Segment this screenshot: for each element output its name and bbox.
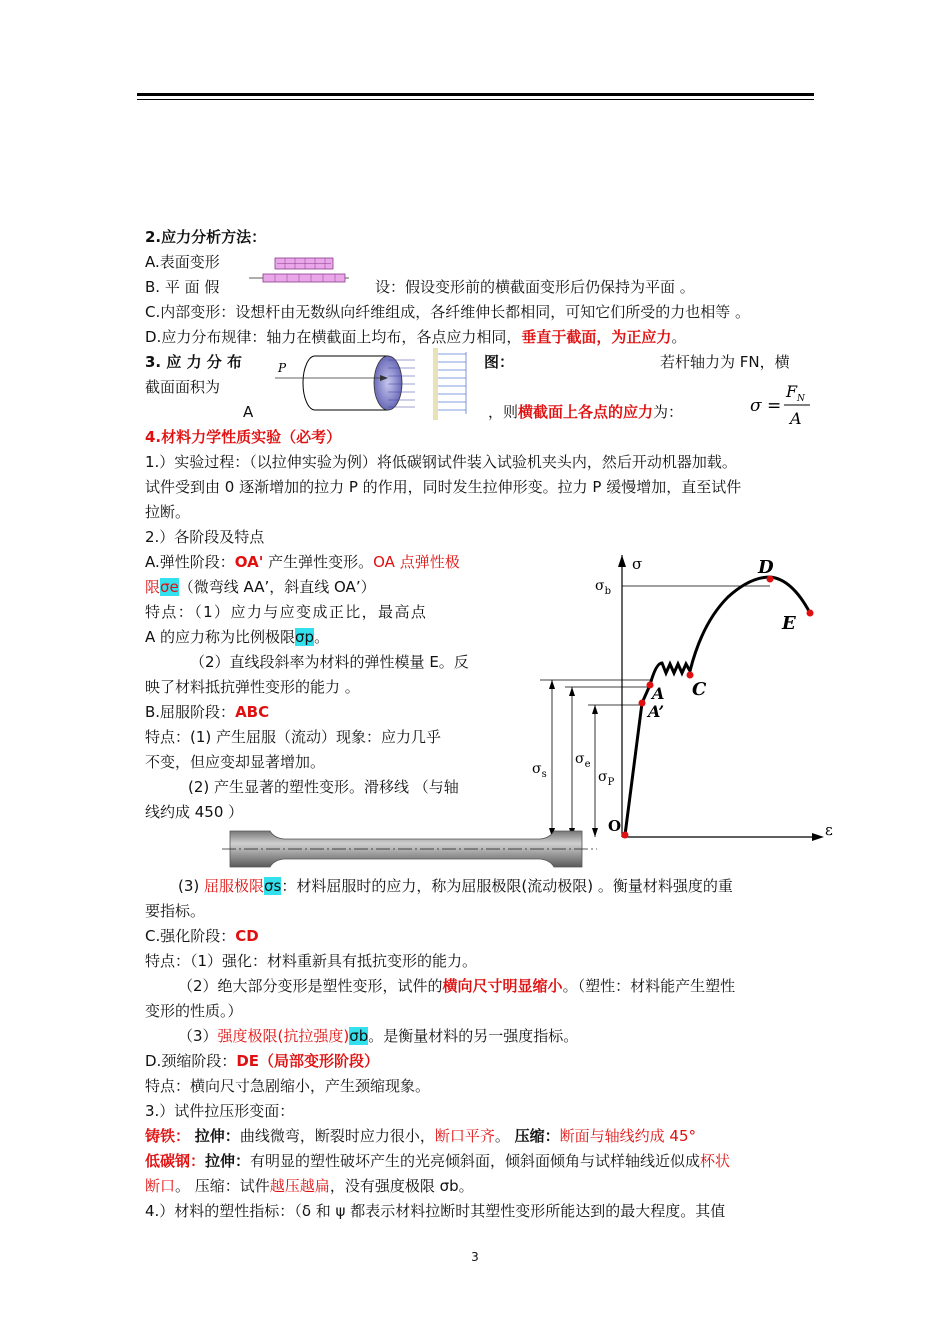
label-o: O	[608, 817, 622, 835]
label-sigma-b: $\sigma_b$	[595, 578, 611, 597]
label-sigma-p: $\sigma_P$	[598, 769, 615, 788]
low-carbon-steel-2: 断口。 压缩：试件越压越扁，没有强度极限 σb。	[145, 1177, 474, 1195]
stress-formula	[748, 378, 818, 430]
label-sigma-e: $\sigma_e$	[575, 751, 591, 770]
necking-feature: 特点：横向尺寸急剧缩小，产生颈缩现象。	[145, 1077, 431, 1095]
yield-feature-1b: 不变，但应变却显著增加。	[145, 753, 326, 771]
axis-sigma: σ	[632, 555, 643, 573]
stages-heading: 2.）各阶段及特点	[145, 528, 265, 546]
section-3-text-right: 若杆轴力为 FN，横	[660, 353, 790, 371]
svg-text:σ =: σ =	[750, 396, 782, 416]
plasticity-index: 4.）材料的塑性指标：（δ 和 ψ 都表示材料拉断时其塑性变形所能达到的最大程度。其值	[145, 1202, 726, 1220]
section-3-title: 3. 应 力 分 布	[145, 353, 243, 371]
elastic-stage: A.弹性阶段：OA' 产生弹性变形。OA 点弹性极	[145, 553, 460, 571]
hardening-feature-2: （2）绝大部分变形是塑性变形，试件的横向尺寸明显缩小。（塑性：材料能产生塑性	[178, 977, 736, 995]
header-rule-thick	[137, 93, 814, 96]
yield-feature-3b: 要指标。	[145, 902, 206, 920]
section-3-text-area: 截面面积为	[145, 378, 221, 396]
elastic-feature-2b: 映了材料抵抗弹性变形的能力 。	[145, 678, 360, 696]
hardening-stage: C.强化阶段：CD	[145, 927, 259, 945]
page-number: 3	[471, 1250, 479, 1264]
tensile-specimen	[222, 826, 600, 874]
force-label-p: P	[278, 361, 287, 375]
label-d: D	[758, 557, 774, 578]
elastic-feature-2: （2）直线段斜率为材料的弹性模量 E。反	[190, 653, 469, 671]
hardening-feature-3: （3）强度极限(抗拉强度)σb。是衡量材料的另一强度指标。	[178, 1027, 579, 1045]
stress-distribution-figure	[270, 348, 475, 420]
item-2a: A.表面变形	[145, 253, 220, 271]
experiment-process-3: 拉断。	[145, 503, 191, 521]
cast-iron: 铸铁： 拉伸：曲线微弯，断裂时应力很小，断口平齐。 压缩：断面与轴线约成 45°	[145, 1127, 697, 1145]
elastic-limit: 限σe（微弯线 AA’，斜直线 OA’）	[145, 578, 376, 596]
svg-text:A: A	[790, 409, 802, 428]
deformation-figure	[245, 255, 350, 287]
section-3-text-stress: ，则横截面上各点的应力为：	[488, 403, 684, 421]
item-2b-left: B. 平 面 假	[145, 278, 220, 296]
yield-feature-2b: 线约成 450 ）	[145, 803, 244, 821]
experiment-process-1: 1.）实验过程：（以拉伸实验为例）将低碳钢试件装入试验机夹头内，然后开动机器加载。	[145, 453, 737, 471]
necking-stage: D.颈缩阶段：DE（局部变形阶段）	[145, 1052, 380, 1070]
item-2c: C.内部变形：设想杆由无数纵向纤维组成，各纤维伸长都相同，可知它们所受的力也相等 。	[145, 303, 751, 321]
label-sigma-s: $\sigma_s$	[532, 761, 547, 780]
yield-feature-2: (2) 产生显著的塑性变形。滑移线 （与轴	[188, 778, 459, 796]
label-a: A	[652, 684, 665, 703]
fracture-heading: 3.）试件拉压形变面：	[145, 1102, 295, 1120]
elastic-feature-1b: A 的应力称为比例极限σp。	[145, 628, 330, 646]
section-2-title: 2.应力分析方法：	[145, 228, 267, 246]
section-4-title: 4.材料力学性质实验（必考）	[145, 428, 342, 446]
section-3-text-a: A	[243, 403, 254, 421]
svg-text:N: N	[797, 394, 805, 404]
hardening-feature-2b: 变形的性质。）	[145, 1002, 243, 1020]
label-e: E	[782, 613, 796, 634]
item-2b-right: 设：假设变形前的横截面变形后仍保持为平面 。	[375, 278, 695, 296]
stress-strain-graph	[520, 545, 840, 845]
hardening-feature-1: 特点：（1）强化：材料重新具有抵抗变形的能力。	[145, 952, 478, 970]
experiment-process-2: 试件受到由 0 逐渐增加的拉力 P 的作用，同时发生拉伸形变。拉力 P 缓慢增加，直至试件	[145, 478, 742, 496]
section-3-title-end: 图：	[484, 353, 515, 371]
header-rule-thin	[137, 99, 814, 100]
label-a-prime: A’	[648, 702, 665, 721]
yield-feature-3: (3) 屈服极限σs：材料屈服时的应力，称为屈服极限(流动极限) 。衡量材料强度的重	[178, 877, 733, 895]
label-c: C	[692, 679, 707, 700]
low-carbon-steel: 低碳钢：拉伸：有明显的塑性破坏产生的光亮倾斜面，倾斜面倾角与试样轴线近似成杯状	[145, 1152, 731, 1170]
axis-epsilon: ε	[825, 821, 833, 839]
yield-stage: B.屈服阶段：ABC	[145, 703, 270, 721]
elastic-feature-1: 特点：（1）应力与应变成正比，最高点	[145, 603, 428, 621]
yield-feature-1: 特点：(1) 产生屈服（流动）现象：应力几乎	[145, 728, 442, 746]
svg-text:F: F	[786, 382, 798, 401]
item-2d: D.应力分布规律：轴力在横截面上均布，各点应力相同，垂直于截面，为正应力。	[145, 328, 687, 346]
